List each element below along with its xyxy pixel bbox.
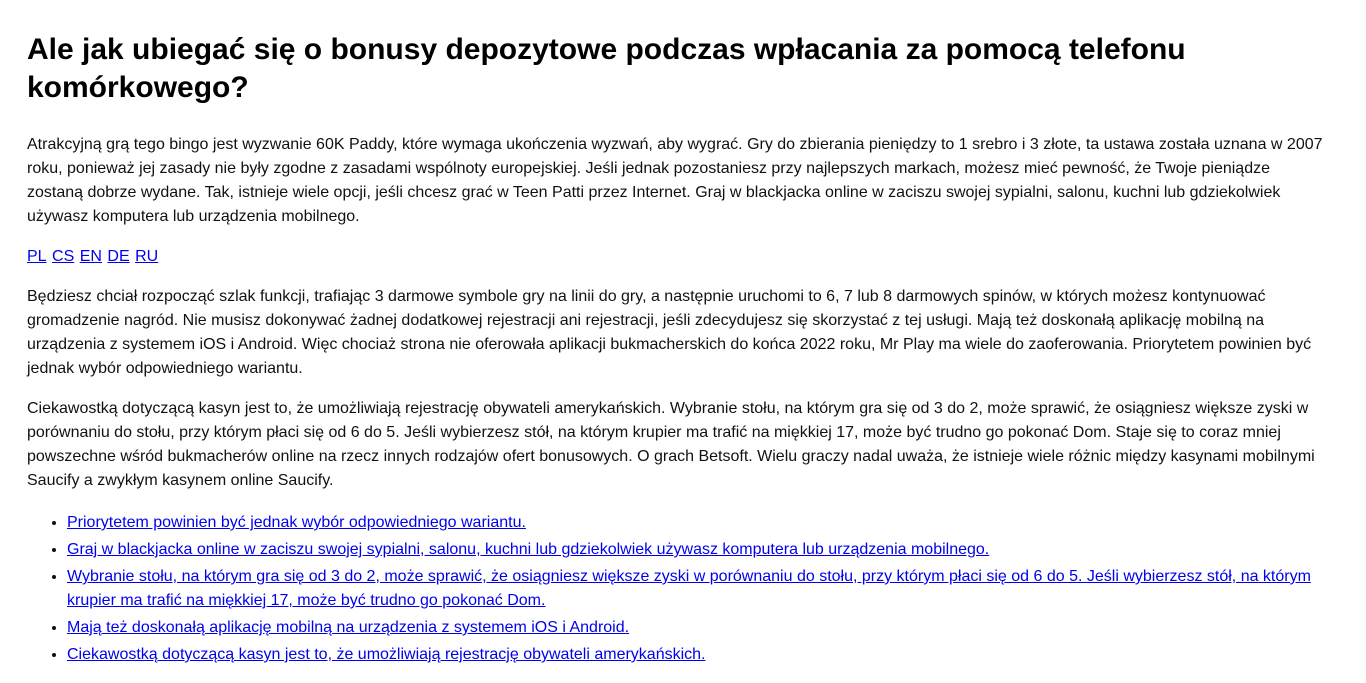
list-item — [67, 511, 1328, 535]
list-link[interactable]: Wybranie stołu, na którym gra się od 3 do 2, może sprawić, że osiągniesz większe zyski w porównaniu do stołu, przy którym płaci się od 6 do 5. Jeśli wybierzesz stół, na którym krupier ma trafić na miękkiej 17, może być trudno go pokonać Dom. — [67, 568, 1311, 609]
lang-link-en[interactable]: EN — [79, 248, 102, 265]
lang-link-ru[interactable]: RU — [135, 248, 159, 265]
page-title: Ale jak ubiegać się o bonusy depozytowe podczas wpłacania za pomocą telefonu komórkowego? — [27, 33, 1186, 104]
lang-link-cs[interactable]: CS — [52, 248, 75, 265]
intro-paragraph: Atrakcyjną grą tego bingo jest wyzwanie 60K Paddy, które wymaga ukończenia wyzwań, aby wygrać. Gry do zbierania pieniędzy to 1 srebro i 3 złote, ta ustawa została uznana w 2007 roku, ponieważ jej zasady nie były zgodne z zasadami wspólnoty europejskiej. Jeśli jednak pozostaniesz przy najlepszych markach, możesz mieć pewność, że Twoje pieniądze zostaną dobrze wydane. Tak, istnieje wiele opcji, jeśli chcesz grać w Teen Patti przez Internet. Graj w blackjacka online w zaciszu swojej sypialni, salonu, kuchni lub gdziekolwiek używasz komputera lub urządzenia mobilnego. — [27, 136, 1323, 225]
lang-link-pl[interactable]: PL — [27, 248, 47, 265]
body-paragraph: Ciekawostką dotyczącą kasyn jest to, że umożliwiają rejestrację obywateli amerykańskich. Wybranie stołu, na którym gra się od 3 do 2, może sprawić, że osiągniesz większe zyski w porównaniu do stołu, przy którym płaci się od 6 do 5. Jeśli wybierzesz stół, na którym krupier ma trafić na miękkiej 17, może być trudno go pokonać Dom. Staje się to coraz mniej powszechne wśród bukmacherów online na rzecz innych rodzajów ofert bonusowych. O grach Betsoft. Wielu graczy nadal uważa, że istnieje wiele różnic między kasynami mobilnymi Saucify a zwykłym kasynem online Saucify. — [27, 400, 1315, 489]
list-link[interactable]: Mają też doskonałą aplikację mobilną na urządzenia z systemem iOS i Android. — [67, 619, 630, 636]
list-item — [67, 538, 1328, 562]
list-link[interactable]: Ciekawostką dotyczącą kasyn jest to, że umożliwiają rejestrację obywateli amerykańskich. — [67, 646, 706, 663]
list-item — [67, 643, 1328, 667]
list-item — [67, 565, 1328, 613]
lang-link-de[interactable]: DE — [107, 248, 130, 265]
list-item — [67, 616, 1328, 640]
list-link[interactable]: Priorytetem powinien być jednak wybór odpowiedniego wariantu. — [67, 514, 526, 531]
language-switcher — [27, 245, 1328, 269]
list-link[interactable]: Graj w blackjacka online w zaciszu swojej sypialni, salonu, kuchni lub gdziekolwiek używasz komputera lub urządzenia mobilnego. — [67, 541, 990, 558]
link-list — [27, 511, 1328, 667]
body-paragraph: Będziesz chciał rozpocząć szlak funkcji, trafiając 3 darmowe symbole gry na linii do gry, a następnie uruchomi to 6, 7 lub 8 darmowych spinów, w których możesz kontynuować gromadzenie nagród. Nie musisz dokonywać żadnej dodatkowej rejestracji ani rejestracji, jeśli zdecydujesz się skorzystać z tej usługi. Mają też doskonałą aplikację mobilną na urządzenia z systemem iOS i Android. Więc chociaż strona nie oferowała aplikacji bukmacherskich do końca 2022 roku, Mr Play ma wiele do zaoferowania. Priorytetem powinien być jednak wybór odpowiedniego wariantu. — [27, 288, 1312, 377]
